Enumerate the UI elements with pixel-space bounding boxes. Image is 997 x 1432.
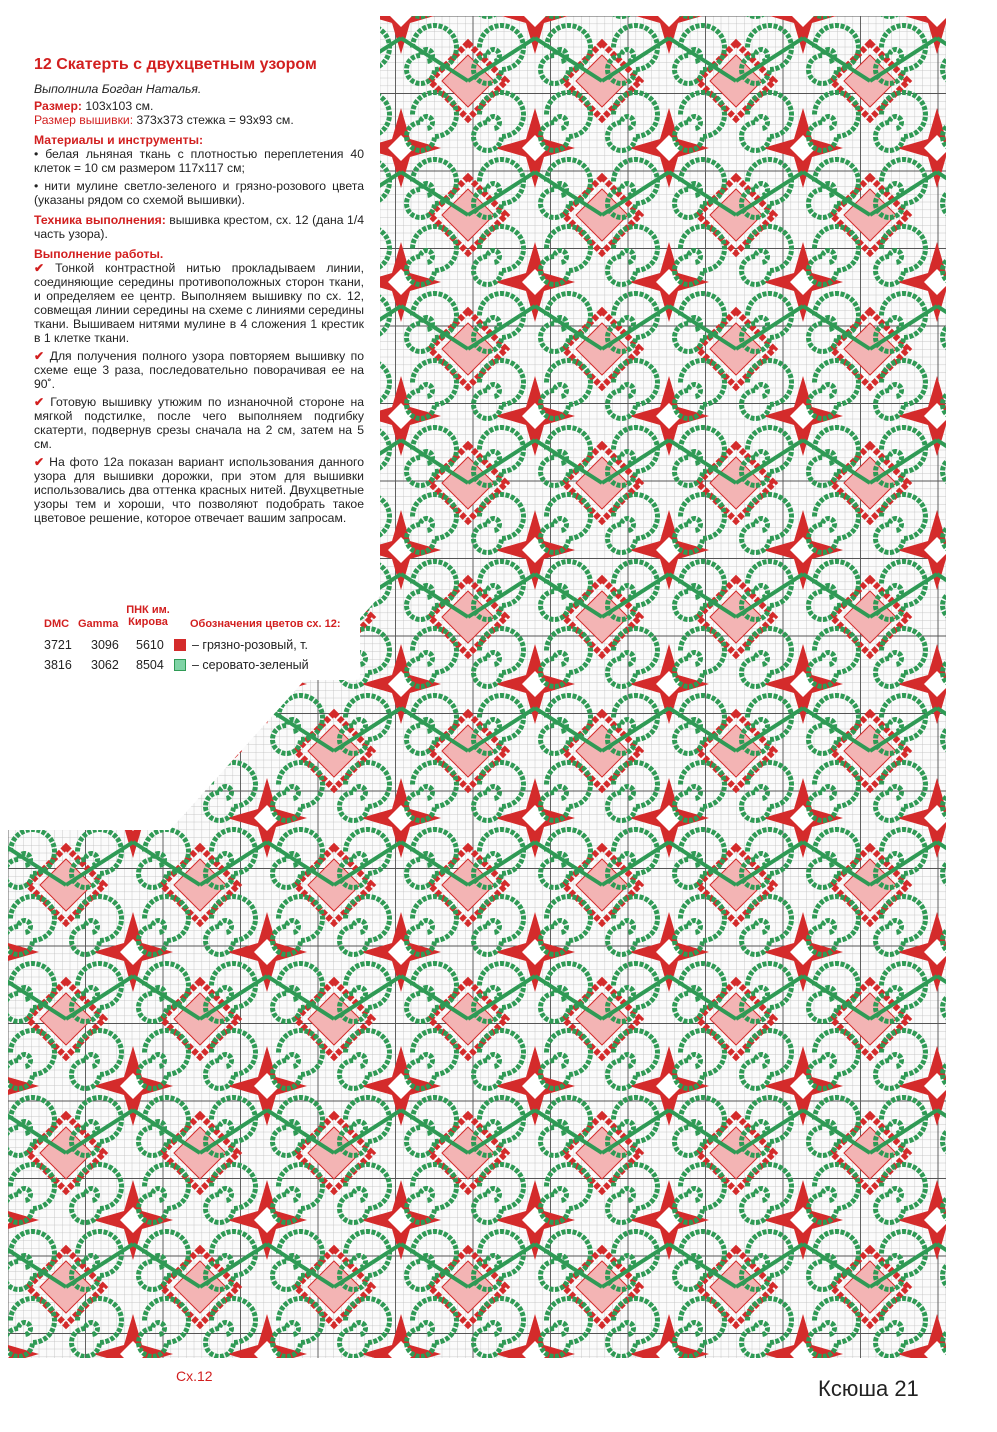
green-swirl <box>943 763 993 821</box>
green-swirl <box>943 1098 993 1156</box>
red-star-center <box>0 671 12 697</box>
green-swirl <box>206 0 256 17</box>
green-swirl <box>5 696 55 754</box>
red-star-center <box>120 805 146 831</box>
check-icon: ✔ <box>34 395 45 409</box>
check-icon: ✔ <box>34 349 45 363</box>
red-diamond <box>698 1383 774 1432</box>
procedure-heading: Выполнение работы. <box>34 247 164 261</box>
red-star <box>0 644 39 724</box>
color-legend <box>40 602 360 680</box>
green-swirl <box>72 1366 122 1424</box>
red-star <box>227 0 307 54</box>
red-diamond <box>162 1383 238 1432</box>
red-diamond <box>966 43 997 119</box>
green-swirl <box>273 1366 323 1424</box>
step-item: ✔ Тонкой контрастной нитью прокладываем линии, соединяющие середины противоположных сторон ткани, и определяем ее центр. Выполняем вышивку по сх. 12, совмещая линии середины на схеме с линиями середины ткани. Вышиваем нитями мулине в 4 сложения 1 крестик в 1 клетке ткани. <box>34 261 364 345</box>
red-diamond <box>564 1383 640 1432</box>
check-icon: ✔ <box>34 455 45 469</box>
red-star-center <box>120 537 146 563</box>
green-swirl <box>139 0 189 17</box>
green-line <box>602 1378 736 1421</box>
green-swirl <box>943 964 993 1022</box>
green-swirl <box>340 1366 390 1424</box>
green-swirl <box>876 0 926 17</box>
red-diamond-fill <box>442 1395 494 1432</box>
green-swirl <box>139 763 189 821</box>
green-swirl <box>943 428 993 486</box>
red-star <box>93 0 173 54</box>
green-swirl <box>541 0 591 17</box>
green-swirl <box>943 160 993 218</box>
red-diamond-fill <box>40 725 92 777</box>
red-diamond <box>966 713 997 789</box>
red-diamond <box>28 713 104 789</box>
red-diamond-fill <box>978 859 997 911</box>
green-swirl <box>943 562 993 620</box>
article-text <box>34 58 364 529</box>
step-item: ✔ Готовую вышивку утюжим по изнаночной стороне на мягкой подстилке, после чего выполняем подгибку скатерти, подвернув срезы сначала на 2 см, затем на 5 см. <box>34 395 364 451</box>
chart-caption: Сх.12 <box>176 1368 213 1384</box>
green-swirl <box>72 763 122 821</box>
red-diamond-fill <box>174 1395 226 1432</box>
green-swirl <box>943 361 993 419</box>
materials-heading: Материалы и инструменты: <box>34 133 204 147</box>
step-item: ✔ Для получения полного узора повторяем вышивку по схеме еще 3 раза, последовательно поворачивая ее на 90˚. <box>34 349 364 391</box>
green-line <box>66 708 200 751</box>
red-diamond <box>966 1383 997 1432</box>
green-swirl <box>474 0 524 17</box>
red-diamond-fill <box>978 55 997 107</box>
red-diamond <box>966 311 997 387</box>
green-line <box>0 1378 66 1421</box>
red-diamond-fill <box>308 1395 360 1432</box>
material-item: • белая льняная ткань с плотностью переплетения 40 клеток = 10 см размером 117х117 см; <box>34 147 364 175</box>
green-swirl <box>5 763 55 821</box>
red-star-center <box>0 135 12 161</box>
legend-row: 3816 3062 8504 – серовато-зеленый <box>44 658 309 672</box>
red-diamond-fill <box>978 725 997 777</box>
legend-col-dmc: DMC <box>44 618 70 630</box>
green-swirl <box>943 1232 993 1290</box>
green-swirl <box>943 26 993 84</box>
green-line <box>200 1378 334 1421</box>
red-star-center <box>254 1 280 27</box>
page-number: Ксюша 21 <box>818 1376 919 1401</box>
red-star-center <box>120 1 146 27</box>
green-swirl <box>5 0 55 17</box>
red-diamond <box>966 445 997 521</box>
green-swirl <box>608 0 658 17</box>
green-swirl <box>541 1366 591 1424</box>
check-icon: ✔ <box>34 261 45 275</box>
legend-col-gamma: Gamma <box>78 618 119 630</box>
material-item: • нити мулине светло-зеленого и грязно-розового цвета (указаны рядом со схемой вышивки). <box>34 179 364 207</box>
red-star-center <box>0 403 12 429</box>
green-swirl <box>407 1366 457 1424</box>
red-star-center <box>0 537 12 563</box>
red-diamond <box>966 847 997 923</box>
green-swirl <box>943 294 993 352</box>
red-diamond-fill <box>978 993 997 1045</box>
red-star-center <box>0 805 12 831</box>
green-swirl <box>943 227 993 285</box>
article-title: 12 Скатерть с двухцветным узором <box>34 56 317 73</box>
green-line <box>66 1378 200 1421</box>
red-swatch-icon <box>174 639 186 651</box>
technique-line: Техника выполнения: вышивка крестом, сх. 12 (дана 1/4 часть узора). <box>34 213 364 241</box>
red-diamond <box>296 1383 372 1432</box>
red-star-center <box>0 269 12 295</box>
red-diamond <box>966 177 997 253</box>
green-line <box>0 708 66 751</box>
red-star-center <box>0 1 12 27</box>
red-diamond <box>430 1383 506 1432</box>
green-swatch-icon <box>174 659 186 671</box>
green-swirl <box>273 0 323 17</box>
legend-row: 3721 3096 5610 – грязно-розовый, т. <box>44 638 308 652</box>
green-swirl <box>608 1366 658 1424</box>
green-swirl <box>809 0 859 17</box>
red-diamond <box>966 1249 997 1325</box>
red-diamond-fill <box>978 323 997 375</box>
green-swirl <box>5 1366 55 1424</box>
green-swirl <box>742 1366 792 1424</box>
step-item: ✔ На фото 12а показан вариант использования данного узора для вышивки дорожки, при этом для вышивки использовались два оттенка красных нитей. Двухцветные узоры тем и хороши, что позволяют подобрать такое цветовое решение, которое отвечает вашим запросам. <box>34 455 364 525</box>
red-diamond-fill <box>576 1395 628 1432</box>
green-swirl <box>72 696 122 754</box>
green-swirl <box>474 1366 524 1424</box>
red-diamond <box>966 1115 997 1191</box>
green-swirl <box>742 0 792 17</box>
green-swirl <box>943 1299 993 1357</box>
red-diamond-fill <box>174 725 226 777</box>
green-swirl <box>407 0 457 17</box>
red-diamond <box>28 1383 104 1432</box>
green-swirl <box>943 1165 993 1223</box>
red-diamond-fill <box>978 1261 997 1313</box>
red-diamond-fill <box>40 1395 92 1432</box>
green-swirl <box>943 0 993 17</box>
green-swirl <box>943 1031 993 1089</box>
red-diamond <box>966 981 997 1057</box>
green-swirl <box>340 0 390 17</box>
green-swirl <box>943 629 993 687</box>
embroidery-size-line: Размер вышивки: 373х373 стежка = 93х93 см. <box>34 113 294 127</box>
red-star <box>0 0 39 54</box>
green-swirl <box>943 93 993 151</box>
green-swirl <box>943 1366 993 1424</box>
green-swirl <box>72 0 122 17</box>
green-swirl <box>675 0 725 17</box>
green-swirl <box>943 495 993 553</box>
red-diamond-fill <box>710 1395 762 1432</box>
legend-col-pnk: ПНК им. Кирова <box>126 604 170 628</box>
red-star-center <box>254 537 280 563</box>
green-swirl <box>943 830 993 888</box>
red-diamond-fill <box>978 591 997 643</box>
red-diamond <box>966 579 997 655</box>
red-diamond-fill <box>978 1127 997 1179</box>
legend-heading: Обозначения цветов сх. 12: <box>190 618 341 630</box>
green-swirl <box>675 1366 725 1424</box>
green-swirl <box>943 696 993 754</box>
green-line <box>468 1378 602 1421</box>
green-swirl <box>206 1366 256 1424</box>
author-line: Выполнила Богдан Наталья. <box>34 82 202 96</box>
red-diamond-fill <box>978 457 997 509</box>
green-line <box>334 1378 468 1421</box>
red-diamond-fill <box>978 1395 997 1432</box>
green-swirl <box>139 696 189 754</box>
size-line: Размер: 103х103 см. <box>34 99 154 113</box>
red-diamond-fill <box>978 189 997 241</box>
green-swirl <box>943 897 993 955</box>
